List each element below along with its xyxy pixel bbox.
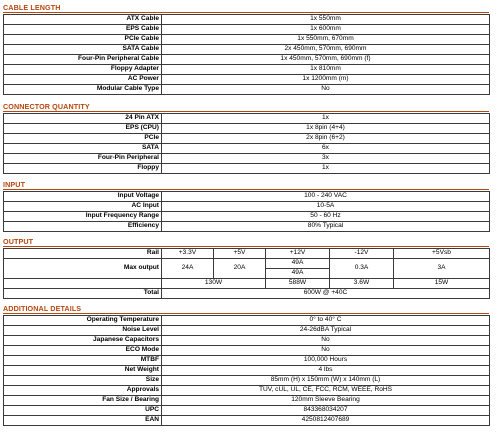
row-value: 1x 810mm — [162, 65, 490, 75]
row-value: 1x 550mm — [162, 15, 490, 25]
table-row — [4, 249, 490, 259]
row-value: No — [162, 346, 490, 356]
row-label: ATX Cable — [4, 15, 162, 25]
total-value: 600W @ +40C — [162, 289, 490, 299]
row-label: MTBF — [4, 356, 162, 366]
watts-minus-12v: 3.6W — [330, 279, 394, 289]
row-label: Modular Cable Type — [4, 85, 162, 95]
additional-details-table — [3, 315, 490, 426]
watts-5vsb: 15W — [394, 279, 490, 289]
row-label: Input Voltage — [4, 192, 162, 202]
row-value: 1x — [162, 114, 490, 124]
input-table — [3, 191, 490, 232]
row-label: Fan Size / Bearing — [4, 396, 162, 406]
row-label: Floppy — [4, 164, 162, 174]
row-value: TUV, cUL, UL, CE, FCC, RCM, WEEE, RoHS — [162, 386, 490, 396]
output-title: OUTPUT — [3, 237, 34, 246]
table-row — [4, 346, 490, 356]
table-row — [4, 55, 490, 65]
table-row — [4, 15, 490, 25]
max-output-12v-b: 49A — [266, 269, 330, 279]
table-row — [4, 154, 490, 164]
table-row — [4, 192, 490, 202]
row-value: 2x 8pin (6+2) — [162, 134, 490, 144]
rail-minus-12v: -12V — [330, 249, 394, 259]
table-row — [4, 376, 490, 386]
row-label: UPC — [4, 406, 162, 416]
row-label: SATA — [4, 144, 162, 154]
row-value: 10-5A — [162, 202, 490, 212]
row-label: PCIe — [4, 134, 162, 144]
cable-length-rule — [3, 12, 489, 13]
row-value: 24-26dBA Typical — [162, 326, 490, 336]
table-row — [4, 416, 490, 426]
row-label: Net Weight — [4, 366, 162, 376]
table-row — [4, 336, 490, 346]
table-row — [4, 279, 490, 289]
row-value: No — [162, 85, 490, 95]
row-value: 6x — [162, 144, 490, 154]
row-label: EPS Cable — [4, 25, 162, 35]
cable-length-table — [3, 14, 490, 95]
table-row — [4, 134, 490, 144]
watts-row-spacer — [4, 279, 162, 289]
row-label: PCIe Cable — [4, 35, 162, 45]
row-value: 50 - 60 Hz — [162, 212, 490, 222]
row-value: No — [162, 336, 490, 346]
additional-details-title: ADDITIONAL DETAILS — [3, 304, 82, 313]
row-label: SATA Cable — [4, 45, 162, 55]
row-value: 1x 8pin (4+4) — [162, 124, 490, 134]
cable-length-title: CABLE LENGTH — [3, 3, 61, 12]
table-row — [4, 124, 490, 134]
row-value: 0° to 40° C — [162, 316, 490, 326]
row-label: Size — [4, 376, 162, 386]
max-output-3v3: 24A — [162, 259, 214, 279]
row-label: Input Frequency Range — [4, 212, 162, 222]
table-row — [4, 202, 490, 212]
table-row — [4, 212, 490, 222]
row-label: AC Input — [4, 202, 162, 212]
table-row — [4, 386, 490, 396]
max-output-minus-12v: 0.3A — [330, 259, 394, 279]
input-rule — [3, 189, 489, 190]
rail-5vsb: +5Vsb — [394, 249, 490, 259]
watts-12v: 588W — [266, 279, 330, 289]
row-value: 1x 600mm — [162, 25, 490, 35]
table-row — [4, 289, 490, 299]
max-output-label: Max output — [4, 259, 162, 279]
connector-quantity-table — [3, 113, 490, 174]
table-row — [4, 114, 490, 124]
max-output-12v-a: 49A — [266, 259, 330, 269]
table-row — [4, 144, 490, 154]
row-label: Approvals — [4, 386, 162, 396]
row-label: Efficiency — [4, 222, 162, 232]
table-row — [4, 45, 490, 55]
table-row — [4, 85, 490, 95]
max-output-5v: 20A — [214, 259, 266, 279]
table-row — [4, 75, 490, 85]
table-row — [4, 406, 490, 416]
table-row — [4, 25, 490, 35]
row-value: 80% Typical — [162, 222, 490, 232]
table-row — [4, 164, 490, 174]
row-value: 4 lbs — [162, 366, 490, 376]
rail-5v: +5V — [214, 249, 266, 259]
row-value: 100 - 240 VAC — [162, 192, 490, 202]
table-row — [4, 326, 490, 336]
output-table — [3, 248, 490, 299]
row-value: 1x 1200mm (m) — [162, 75, 490, 85]
rail-12v: +12V — [266, 249, 330, 259]
table-row — [4, 366, 490, 376]
row-label: ECO Mode — [4, 346, 162, 356]
row-label: Four-Pin Peripheral Cable — [4, 55, 162, 65]
row-label: Operating Temperature — [4, 316, 162, 326]
table-row — [4, 35, 490, 45]
table-row — [4, 65, 490, 75]
max-output-5vsb: 3A — [394, 259, 490, 279]
table-row — [4, 356, 490, 366]
row-label: Floppy Adapter — [4, 65, 162, 75]
row-value: 1x 550mm, 670mm — [162, 35, 490, 45]
row-label: EAN — [4, 416, 162, 426]
row-label: Four-Pin Peripheral — [4, 154, 162, 164]
output-rule — [3, 246, 489, 247]
row-value: 3x — [162, 154, 490, 164]
row-label: AC Power — [4, 75, 162, 85]
table-row — [4, 222, 490, 232]
row-value: 1x — [162, 164, 490, 174]
rail-label: Rail — [4, 249, 162, 259]
row-label: Noise Level — [4, 326, 162, 336]
connector-quantity-title: CONNECTOR QUANTITY — [3, 102, 90, 111]
input-title: INPUT — [3, 180, 26, 189]
connector-quantity-rule — [3, 111, 489, 112]
watts-3v3-5v: 130W — [162, 279, 266, 289]
table-row — [4, 259, 490, 269]
additional-details-rule — [3, 313, 489, 314]
row-label: 24 Pin ATX — [4, 114, 162, 124]
row-value: 1x 450mm, 570mm, 690mm (f) — [162, 55, 490, 65]
table-row — [4, 396, 490, 406]
table-row — [4, 316, 490, 326]
row-value: 120mm Sleeve Bearing — [162, 396, 490, 406]
row-value: 85mm (H) x 150mm (W) x 140mm (L) — [162, 376, 490, 386]
row-value: 4250812407689 — [162, 416, 490, 426]
row-value: 843368034207 — [162, 406, 490, 416]
row-value: 2x 450mm, 570mm, 690mm — [162, 45, 490, 55]
row-value: 100,000 Hours — [162, 356, 490, 366]
total-label: Total — [4, 289, 162, 299]
row-label: Japanese Capacitors — [4, 336, 162, 346]
rail-3v3: +3.3V — [162, 249, 214, 259]
row-label: EPS (CPU) — [4, 124, 162, 134]
